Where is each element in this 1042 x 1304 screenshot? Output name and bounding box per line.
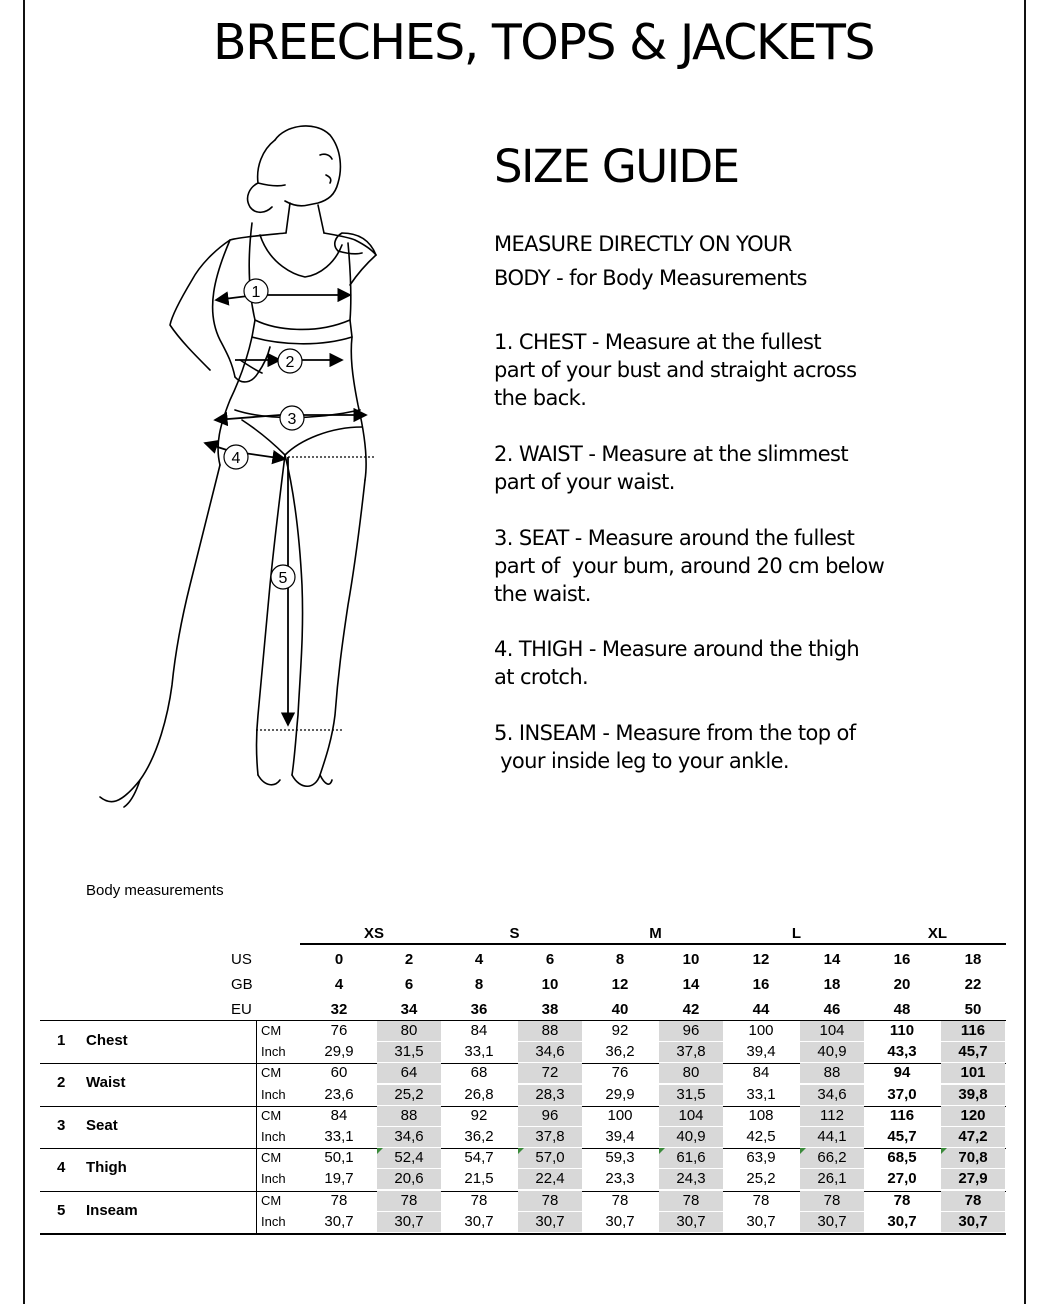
guide-item-line: part of your bust and straight across — [494, 358, 857, 382]
measurement-cell: 21,5 — [464, 1170, 494, 1188]
size-us-value: 0 — [334, 951, 344, 968]
measurement-number: 4 — [57, 1159, 66, 1177]
table-caption: Body measurements — [86, 882, 224, 899]
size-eu-value: 40 — [611, 1001, 629, 1018]
measurement-cell: 33,1 — [746, 1085, 776, 1103]
measurement-cell: 66,2 — [800, 1148, 864, 1168]
measurement-cell: 33,1 — [464, 1043, 494, 1061]
size-group-xl: XL — [927, 925, 948, 942]
size-eu-value: 34 — [400, 1001, 418, 1018]
measurement-name-seat: Seat — [86, 1116, 118, 1134]
unit-label-inch: Inch — [261, 1171, 286, 1187]
guide-item-5 — [494, 719, 856, 775]
size-eu-value: 32 — [330, 1001, 348, 1018]
measurement-cell: 104 — [800, 1021, 864, 1041]
measurement-cell: 112 — [800, 1106, 864, 1126]
measurement-cell: 78 — [470, 1191, 488, 1209]
cell-comment-marker — [941, 1148, 947, 1154]
measurement-cell: 104 — [659, 1106, 723, 1126]
body-figure-illustration — [80, 115, 400, 815]
measurement-cell: 39,8 — [941, 1085, 1005, 1105]
measurement-cell: 78 — [377, 1191, 441, 1211]
guide-item-2 — [494, 440, 848, 496]
measurement-cell: 20,6 — [377, 1169, 441, 1189]
measurement-name-chest: Chest — [86, 1032, 128, 1049]
size-eu-value: 36 — [470, 1001, 488, 1018]
measurement-name-waist: Waist — [86, 1074, 126, 1092]
measurement-cell: 64 — [377, 1063, 441, 1083]
measurement-cell: 39,4 — [746, 1043, 776, 1061]
measurement-cell: 68,5 — [887, 1149, 917, 1167]
measurement-cell: 80 — [377, 1021, 441, 1041]
guide-item-4 — [494, 635, 859, 691]
callout-5: 5 — [278, 570, 288, 587]
size-gb-value: 8 — [474, 976, 484, 993]
size-group-l: L — [791, 925, 802, 942]
measurement-cell: 24,3 — [659, 1169, 723, 1189]
measurement-cell: 78 — [893, 1191, 911, 1209]
measurement-cell: 26,1 — [800, 1169, 864, 1189]
unit-label-inch: Inch — [261, 1044, 286, 1060]
measurement-cell: 30,7 — [377, 1212, 441, 1232]
measurement-cell: 78 — [611, 1191, 629, 1209]
measurement-cell: 36,2 — [605, 1043, 635, 1061]
guide-item-line: 5. INSEAM - Measure from the top of — [494, 721, 856, 745]
measurement-cell: 110 — [889, 1022, 915, 1039]
cell-comment-marker — [518, 1148, 524, 1154]
cell-comment-marker — [659, 1148, 665, 1154]
callout-3: 3 — [287, 411, 297, 428]
measurement-cell: 108 — [748, 1106, 774, 1124]
measurement-cell: 19,7 — [324, 1170, 354, 1188]
measurement-cell: 30,7 — [887, 1212, 917, 1230]
measurement-cell: 28,3 — [518, 1085, 582, 1105]
measurement-cell: 40,9 — [800, 1042, 864, 1062]
cell-comment-marker — [377, 1148, 383, 1154]
size-us-value: 14 — [823, 951, 841, 968]
measurement-number: 1 — [57, 1032, 66, 1049]
header-rule — [300, 943, 1006, 945]
measurement-cell: 39,4 — [605, 1128, 635, 1145]
size-gb-value: 4 — [334, 976, 344, 993]
measurement-cell: 34,6 — [518, 1042, 582, 1062]
unit-column-rule — [256, 1021, 257, 1233]
measurement-cell: 34,6 — [800, 1085, 864, 1105]
guide-item-line: 4. THIGH - Measure around the thigh — [494, 637, 860, 661]
page-border-left — [23, 0, 25, 1304]
measurement-cell: 78 — [752, 1191, 770, 1209]
size-guide-heading: SIZE GUIDE — [494, 140, 739, 193]
intro-line: BODY - for Body Measurements — [494, 266, 807, 290]
measurement-cell: 120 — [941, 1106, 1005, 1126]
size-us-value: 12 — [752, 951, 770, 968]
measurement-cell: 40,9 — [659, 1127, 723, 1147]
measurement-cell: 76 — [330, 1022, 348, 1039]
callout-2: 2 — [285, 354, 295, 371]
table-bottom-rule — [40, 1234, 1006, 1235]
measurement-cell: 27,9 — [941, 1169, 1005, 1189]
size-us-value: 6 — [545, 951, 555, 968]
measurement-cell: 30,7 — [518, 1212, 582, 1232]
guide-item-line: the waist. — [494, 582, 591, 606]
unit-label-inch: Inch — [261, 1213, 286, 1229]
size-us-value: 8 — [615, 951, 625, 968]
measurement-cell: 78 — [518, 1191, 582, 1211]
guide-item-line: part of your waist. — [494, 470, 675, 494]
size-gb-value: 6 — [404, 976, 414, 993]
measurement-cell: 30,7 — [324, 1212, 354, 1230]
measurement-cell: 84 — [470, 1022, 488, 1039]
unit-label-cm: CM — [261, 1150, 282, 1166]
measurement-cell: 31,5 — [377, 1042, 441, 1062]
intro-line: MEASURE DIRECTLY ON YOUR — [494, 232, 792, 256]
measurement-cell: 100 — [748, 1022, 774, 1039]
measurement-cell: 52,4 — [377, 1148, 441, 1168]
measurement-cell: 30,7 — [746, 1212, 776, 1230]
size-gb-value: 16 — [752, 976, 770, 993]
guide-intro — [494, 230, 807, 292]
guide-item-line: part of your bum, around 20 cm below — [494, 554, 885, 578]
measurement-cell: 37,8 — [659, 1042, 723, 1062]
measurement-cell: 30,7 — [605, 1212, 635, 1230]
measurement-cell: 27,0 — [887, 1170, 917, 1188]
measurement-cell: 25,2 — [377, 1085, 441, 1105]
measurement-cell: 116 — [889, 1106, 915, 1124]
measurement-cell: 68 — [470, 1064, 488, 1082]
size-group-m: M — [649, 925, 662, 942]
callout-1: 1 — [251, 284, 261, 301]
measurement-cell: 23,3 — [605, 1170, 635, 1188]
measurement-cell: 70,8 — [941, 1148, 1005, 1168]
unit-label-inch: Inch — [261, 1129, 286, 1144]
measurement-cell: 76 — [611, 1064, 629, 1082]
measurement-cell: 116 — [941, 1021, 1005, 1041]
measurement-cell: 60 — [330, 1064, 348, 1082]
measurement-name-inseam: Inseam — [86, 1201, 138, 1219]
size-gb-value: 10 — [541, 976, 559, 993]
measurement-cell: 30,7 — [464, 1212, 494, 1230]
measurement-cell: 72 — [518, 1063, 582, 1083]
measurement-cell: 50,1 — [324, 1149, 354, 1167]
guide-item-line: 2. WAIST - Measure at the slimmest — [494, 442, 849, 466]
size-eu-value: 48 — [893, 1001, 911, 1018]
measurement-cell: 34,6 — [377, 1127, 441, 1147]
measurement-cell: 96 — [518, 1106, 582, 1126]
size-gb-value: 18 — [823, 976, 841, 993]
measurement-cell: 88 — [377, 1106, 441, 1126]
size-gb-value: 14 — [682, 976, 700, 993]
unit-label-inch: Inch — [261, 1086, 286, 1102]
cell-comment-marker — [800, 1148, 806, 1154]
measurement-cell: 23,6 — [324, 1085, 354, 1103]
measurement-cell: 80 — [659, 1063, 723, 1083]
measurement-number: 5 — [57, 1201, 66, 1219]
unit-label-cm: CM — [261, 1023, 282, 1038]
size-eu-value: 38 — [541, 1001, 559, 1018]
unit-label-cm: CM — [261, 1192, 282, 1208]
measurement-cell: 92 — [470, 1106, 488, 1124]
measurement-number: 3 — [57, 1116, 66, 1134]
measurement-cell: 63,9 — [746, 1149, 776, 1167]
measurement-cell: 84 — [330, 1106, 348, 1124]
measurement-cell: 45,7 — [941, 1042, 1005, 1062]
size-gb-value: 22 — [964, 976, 982, 993]
system-label-eu: EU — [231, 1001, 252, 1018]
measurement-cell: 47,2 — [941, 1127, 1005, 1147]
size-us-value: 16 — [893, 951, 911, 968]
measurement-name-thigh: Thigh — [86, 1159, 127, 1177]
guide-item-line: at crotch. — [494, 665, 589, 689]
size-group-xs: XS — [363, 925, 384, 942]
measurement-cell: 100 — [607, 1106, 633, 1124]
measurement-cell: 33,1 — [324, 1128, 354, 1145]
size-us-value: 2 — [404, 951, 414, 968]
size-eu-value: 44 — [752, 1001, 770, 1018]
measurement-cell: 31,5 — [659, 1085, 723, 1105]
measurement-cell: 29,9 — [324, 1043, 354, 1061]
page-border-right — [1024, 0, 1026, 1304]
measurement-cell: 22,4 — [518, 1169, 582, 1189]
measurement-cell: 26,8 — [464, 1085, 494, 1103]
measurement-cell: 78 — [659, 1191, 723, 1211]
measurement-cell: 84 — [752, 1064, 770, 1082]
guide-item-1 — [494, 328, 856, 412]
measurement-cell: 94 — [893, 1064, 911, 1082]
size-eu-value: 46 — [823, 1001, 841, 1018]
measurement-cell: 61,6 — [659, 1148, 723, 1168]
guide-item-line: 3. SEAT - Measure around the fullest — [494, 526, 855, 550]
measurement-number: 2 — [57, 1074, 66, 1092]
page-title: BREECHES, TOPS & JACKETS — [213, 14, 874, 71]
measurement-cell: 25,2 — [746, 1170, 776, 1188]
measurement-cell: 59,3 — [605, 1149, 635, 1167]
measurement-cell: 37,8 — [518, 1127, 582, 1147]
measurement-cell: 57,0 — [518, 1148, 582, 1168]
size-us-value: 18 — [964, 951, 982, 968]
measurement-cell: 54,7 — [464, 1149, 494, 1167]
measurement-cell: 78 — [800, 1191, 864, 1211]
measurement-cell: 36,2 — [464, 1128, 494, 1145]
measurement-cell: 42,5 — [746, 1128, 776, 1145]
measurement-cell: 92 — [611, 1022, 629, 1039]
measurement-cell: 30,7 — [659, 1212, 723, 1232]
measurement-cell: 88 — [518, 1021, 582, 1041]
measurement-cell: 88 — [800, 1063, 864, 1083]
callout-4: 4 — [231, 450, 241, 467]
size-group-s: S — [509, 925, 520, 942]
size-eu-value: 42 — [682, 1001, 700, 1018]
measurement-cell: 29,9 — [605, 1085, 635, 1103]
unit-label-cm: CM — [261, 1065, 282, 1081]
measurement-cell: 101 — [941, 1063, 1005, 1083]
unit-label-cm: CM — [261, 1107, 282, 1123]
size-gb-value: 20 — [893, 976, 911, 993]
guide-item-line: 1. CHEST - Measure at the fullest — [494, 330, 822, 354]
guide-item-line: the back. — [494, 386, 587, 410]
system-label-gb: GB — [231, 976, 253, 993]
measurement-cell: 43,3 — [887, 1043, 917, 1061]
measurement-cell: 30,7 — [800, 1212, 864, 1232]
measurement-cell: 96 — [659, 1021, 723, 1041]
size-us-value: 4 — [474, 951, 484, 968]
guide-item-line: your inside leg to your ankle. — [494, 749, 789, 773]
size-gb-value: 12 — [611, 976, 629, 993]
measurement-cell: 44,1 — [800, 1127, 864, 1147]
size-eu-value: 50 — [964, 1001, 982, 1018]
measurement-cell: 78 — [941, 1191, 1005, 1211]
guide-item-3 — [494, 524, 884, 608]
size-us-value: 10 — [682, 951, 700, 968]
measurement-cell: 78 — [330, 1191, 348, 1209]
measurement-cell: 37,0 — [887, 1085, 917, 1103]
system-label-us: US — [231, 951, 252, 968]
measurement-cell: 45,7 — [887, 1128, 917, 1145]
measurement-cell: 30,7 — [941, 1212, 1005, 1232]
